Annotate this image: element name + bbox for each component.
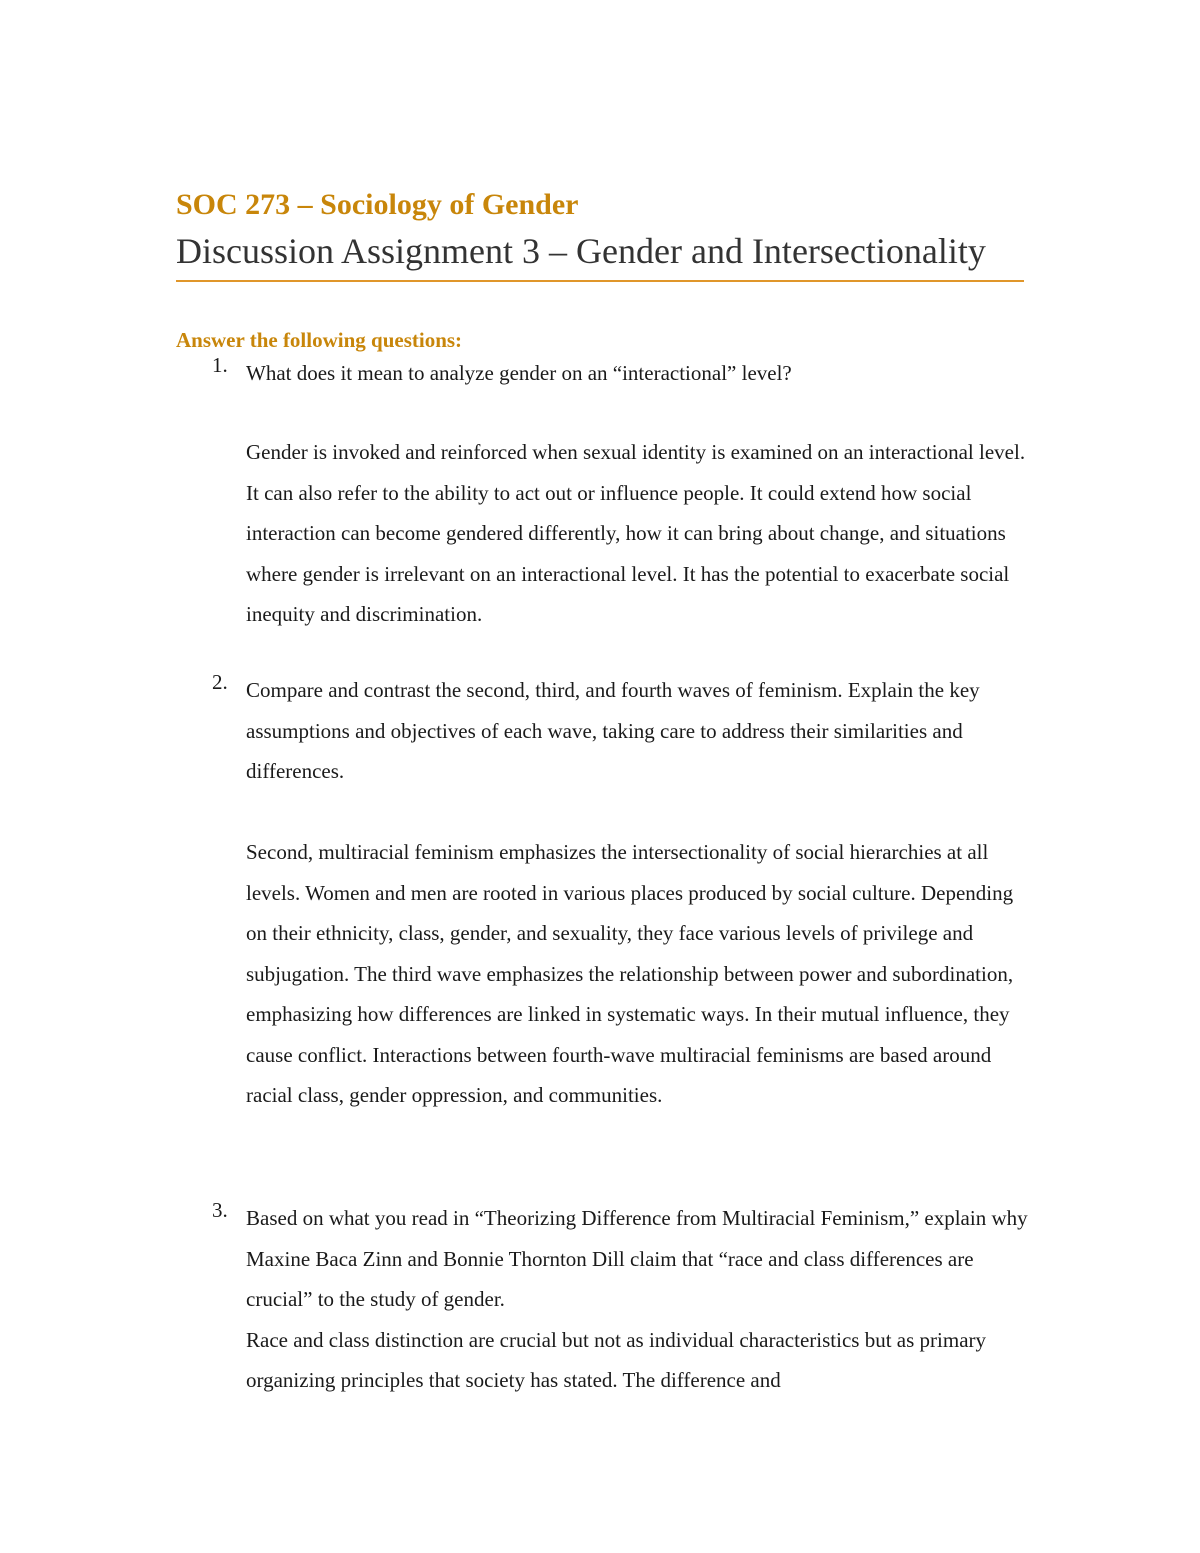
assignment-title: Discussion Assignment 3 – Gender and Intersectionality [176,231,986,271]
course-title: SOC 273 – Sociology of Gender [176,188,579,221]
answer-text: Gender is invoked and reinforced when sexual identity is examined on an interactional level. It can also refer to the ability to act out or influence people. It could extend how social interaction can become gendered differently, how it can bring about change, and situations where gender is irrelevant on an interactional level. It has the potential to exacerbate social inequity and discrimination. [246,440,1026,626]
question-number: 3. [212,1198,228,1222]
answer-block [246,832,1036,1116]
question-prompt [246,670,1036,792]
question-prompt [246,1198,1036,1401]
question-prompt-text: Compare and contrast the second, third, and fourth waves of feminism. Explain the key assumptions and objectives of each wave, taking care to address their similarities and differences. [246,678,980,783]
instructions-heading: Answer the following questions: [176,328,463,352]
question-prompt-text: What does it mean to analyze gender on an “interactional” level? [246,361,792,385]
question-number: 1. [212,353,228,377]
answer-block [246,432,1036,635]
title-divider [176,280,1024,282]
question-number: 2. [212,670,228,694]
question-prompt [246,353,1036,394]
question-prompt-text: Based on what you read in “Theorizing Difference from Multiracial Feminism,” explain why Maxine Baca Zinn and Bonnie Thornton Dill claim that “race and class differences are crucial” to the study of gender. [246,1206,1028,1311]
answer-text: Second, multiracial feminism emphasizes the intersectionality of social hierarchies at all levels. Women and men are rooted in various places produced by social culture. Depending on their ethnicity, class, gender, and sexuality, they face various levels of privilege and subjugation. The third wave emphasizes the relationship between power and subordination, emphasizing how differences are linked in systematic ways. In their mutual influence, they cause conflict. Interactions between fourth-wave multiracial feminisms are based around racial class, gender oppression, and communities. [246,840,1014,1107]
answer-text: Race and class distinction are crucial but not as individual characteristics but as primary organizing principles that society has stated. The difference and [246,1327,987,1392]
